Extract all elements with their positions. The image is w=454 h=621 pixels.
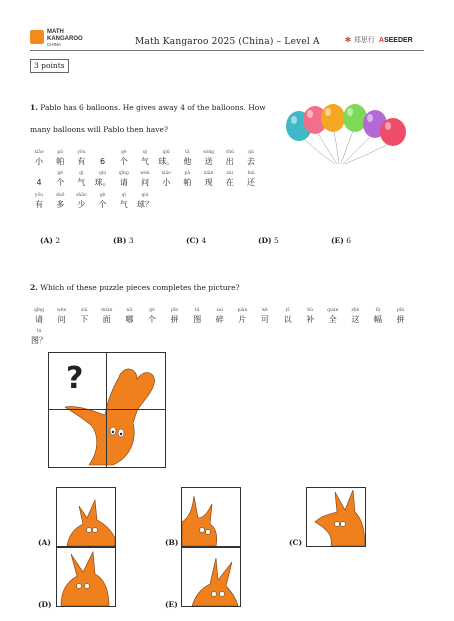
pinyin-char: suì 碎 — [215, 308, 224, 324]
balloon-3 — [321, 104, 345, 132]
pinyin-char: pà 帕 — [56, 150, 65, 166]
pinyin-char: piàn 片 — [237, 308, 248, 324]
pinyin-char: gè 个 — [119, 150, 128, 166]
q1-number: 1. — [30, 103, 38, 112]
q1-pinyin-row-2 — [30, 171, 430, 191]
q1-line1: Pablo has 6 balloons. He gives away 4 of the balloons. How — [40, 103, 266, 112]
pinyin-char: miàn 面 — [101, 308, 113, 324]
pinyin-char: qì 气 — [119, 193, 128, 209]
pinyin-char: kě 可 — [261, 308, 269, 324]
header-divider — [30, 50, 424, 51]
logo-text-china: CHINA — [47, 42, 62, 47]
pinyin-char: chū 出 — [225, 150, 234, 166]
pinyin-char: gè 个 — [148, 308, 156, 324]
pinyin-char: nǎ 哪 — [125, 308, 134, 324]
logo-text-math: MATH — [47, 29, 64, 35]
pinyin-char: qì 气 — [141, 150, 149, 166]
pinyin-char: tú 图 — [193, 308, 202, 324]
pinyin-char: qiú 球。 — [158, 150, 175, 166]
q1-option-a[interactable]: (A) 2 — [40, 236, 61, 245]
pinyin-char: zài 在 — [225, 171, 234, 187]
q1-option-d[interactable]: (D) 5 — [258, 236, 279, 245]
pinyin-char: xià 下 — [80, 308, 89, 324]
pinyin-char: quán 全 — [327, 308, 339, 324]
q2-choice-e-piece[interactable] — [181, 547, 241, 607]
pinyin-char: qiú 球？ — [137, 193, 153, 209]
seeder-logo — [345, 35, 430, 47]
pinyin-char: gè 个 — [98, 193, 107, 209]
points-label: 3 points — [30, 59, 69, 73]
q2-pinyin-row-2 — [30, 329, 430, 349]
q2-choice-e-label[interactable]: (E) — [165, 600, 178, 609]
q2-number: 2. — [30, 283, 38, 292]
pinyin-char: yǒu 有 — [77, 150, 86, 166]
pinyin-char: zhè 这 — [351, 308, 360, 324]
logo-text-kangaroo: KANGAROO — [47, 36, 83, 42]
pinyin-char: yǒu 有 — [34, 193, 44, 209]
pinyin-char: gè 个 — [56, 171, 65, 187]
q2-choice-c-label[interactable]: (C) — [289, 538, 303, 547]
q2-choice-b-label[interactable]: (B) — [165, 538, 179, 547]
pinyin-char: qì 气 — [77, 171, 86, 187]
pinyin-char: qǐng 请 — [118, 171, 129, 187]
seeder-brand: ASEEDER — [378, 37, 413, 44]
pinyin-char: 4 — [36, 178, 42, 187]
pinyin-char: hái 还 — [247, 171, 255, 187]
q1-option-b[interactable]: (B) 3 — [113, 236, 134, 245]
q1-option-c[interactable]: (C) 4 — [186, 236, 207, 245]
pinyin-char: pīn 拼 — [396, 308, 405, 324]
q2-choice-a-piece[interactable] — [56, 487, 116, 547]
q2-choice-c-piece[interactable] — [306, 487, 366, 547]
balloon-4 — [343, 104, 367, 132]
pinyin-char: qǐng 请 — [33, 308, 45, 324]
pinyin-char: xiǎo 小 — [34, 150, 44, 166]
pinyin-char: sòng 送 — [203, 150, 214, 166]
math-kangaroo-logo — [30, 27, 90, 49]
pinyin-char: xiàn 现 — [203, 171, 214, 187]
pinyin-char: wèn 问 — [56, 308, 67, 324]
q1-pinyin-row-3 — [30, 193, 430, 213]
pinyin-char: tú 图？ — [31, 329, 47, 345]
q2-text — [30, 283, 240, 293]
pinyin-char: fú 幅 — [374, 308, 382, 324]
q2-choice-b-piece[interactable] — [181, 487, 241, 547]
pinyin-char: duō 多 — [55, 193, 65, 209]
pinyin-char: wèn 问 — [140, 171, 150, 187]
q2-choice-d-label[interactable]: (D) — [38, 600, 52, 609]
kangaroo-logo-icon — [30, 30, 44, 44]
balloon-6 — [380, 118, 406, 146]
pinyin-char: bǔ 补 — [306, 308, 315, 324]
q1-text-line2: many balloons will Pablo then have? — [30, 125, 168, 134]
pinyin-char: xiǎo 小 — [161, 171, 171, 187]
q2-choice-a-label[interactable]: (A) — [38, 538, 51, 547]
grid-vertical-line — [106, 353, 107, 467]
q1-option-e[interactable]: (E) 6 — [331, 236, 351, 245]
q2-pinyin-row-1 — [30, 308, 430, 328]
seeder-mark-icon: ✻ — [345, 37, 351, 44]
pinyin-char: pà 帕 — [183, 171, 192, 187]
balloons-image — [281, 102, 409, 166]
grid-horizontal-line — [49, 409, 165, 410]
pinyin-char: qù 去 — [247, 150, 255, 166]
q2-question: Which of these puzzle pieces completes the picture? — [40, 283, 240, 292]
q1-text-line1 — [30, 103, 266, 113]
pinyin-char: 6 — [100, 157, 106, 166]
page-header-title: Math Kangaroo 2025 (China) – Level A — [135, 37, 320, 47]
seeder-cn-name: 郑思行 — [353, 37, 375, 44]
missing-piece-question-mark: ? — [66, 361, 84, 396]
pinyin-char: tā 他 — [183, 150, 192, 166]
pinyin-char: shǎo 少 — [76, 193, 87, 209]
pinyin-char: pīn 拼 — [170, 308, 179, 324]
pinyin-char: yǐ 以 — [283, 308, 292, 324]
pinyin-char: qiú 球。 — [94, 171, 111, 187]
q2-choice-d-piece[interactable] — [56, 547, 116, 607]
